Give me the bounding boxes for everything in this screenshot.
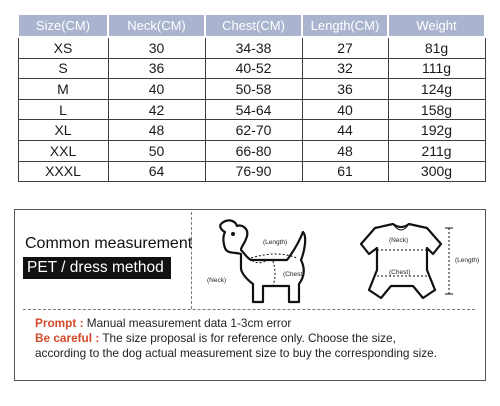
dress-measurement-diagram: [353, 214, 485, 310]
table-row: [18, 37, 485, 58]
dress-chest-label: (Chest): [389, 269, 411, 276]
header-chest: Chest(CM): [205, 14, 302, 37]
cell-neck: 48: [108, 120, 205, 141]
cell-size: XS: [18, 37, 108, 58]
header-weight: Weight: [388, 14, 485, 37]
table-row: [18, 120, 485, 141]
cell-neck: 40: [108, 79, 205, 100]
dress-neck-label: (Neck): [389, 237, 409, 244]
prompt-text: Manual measurement data 1-3cm error: [86, 316, 292, 330]
table-row: [18, 58, 485, 79]
cell-weight: 111g: [388, 58, 485, 79]
careful-label: Be careful :: [35, 331, 100, 345]
cell-chest: 40-52: [205, 58, 302, 79]
cell-length: 48: [302, 140, 388, 161]
cell-weight: 300g: [388, 161, 485, 182]
cell-neck: 30: [108, 37, 205, 58]
cell-length: 40: [302, 99, 388, 120]
size-chart-table: [17, 13, 486, 182]
table-row: [18, 140, 485, 161]
cell-neck: 42: [108, 99, 205, 120]
careful-note: [35, 331, 437, 346]
measurement-title: Common measurement: [25, 235, 193, 252]
cell-neck: 64: [108, 161, 205, 182]
cell-weight: 81g: [388, 37, 485, 58]
method-badge: PET / dress method: [23, 257, 171, 279]
measurement-panel: [14, 209, 486, 381]
cell-chest: 54-64: [205, 99, 302, 120]
cell-weight: 211g: [388, 140, 485, 161]
table-row: [18, 99, 485, 120]
cell-weight: 158g: [388, 99, 485, 120]
cell-length: 36: [302, 79, 388, 100]
cell-size: XL: [18, 120, 108, 141]
cell-length: 61: [302, 161, 388, 182]
dog-neck-label: (Neck): [207, 277, 227, 284]
cell-chest: 34-38: [205, 37, 302, 58]
table-row: [18, 79, 485, 100]
cell-neck: 36: [108, 58, 205, 79]
cell-chest: 50-58: [205, 79, 302, 100]
cell-weight: 192g: [388, 120, 485, 141]
careful-note-continued: according to the dog actual measurement size to buy the corresponding size.: [35, 346, 437, 360]
cell-size: XXL: [18, 140, 108, 161]
table-row: [18, 161, 485, 182]
cell-weight: 124g: [388, 79, 485, 100]
cell-length: 27: [302, 37, 388, 58]
cell-chest: 66-80: [205, 140, 302, 161]
cell-size: L: [18, 99, 108, 120]
cell-size: M: [18, 79, 108, 100]
dress-length-label: (Length): [455, 257, 480, 264]
notes-section: [35, 316, 437, 361]
panel-divider-vertical: [191, 212, 192, 309]
dog-length-label: (Length): [263, 239, 288, 246]
header-length: Length(CM): [302, 14, 388, 37]
cell-size: S: [18, 58, 108, 79]
cell-size: XXXL: [18, 161, 108, 182]
dog-eye-icon: [231, 232, 235, 236]
table-header-row: [18, 14, 485, 37]
header-neck: Neck(CM): [108, 14, 205, 37]
cell-neck: 50: [108, 140, 205, 161]
dog-chest-label: (Chest): [283, 271, 305, 278]
prompt-label: Prompt :: [35, 316, 84, 330]
dress-outline-icon: [361, 224, 441, 298]
prompt-note: [35, 316, 437, 331]
careful-text: The size proposal is for reference only. Choose the size,: [102, 331, 396, 345]
dog-measurement-diagram: [201, 214, 351, 310]
cell-chest: 76-90: [205, 161, 302, 182]
cell-chest: 62-70: [205, 120, 302, 141]
header-size: Size(CM): [18, 14, 108, 37]
cell-length: 44: [302, 120, 388, 141]
cell-length: 32: [302, 58, 388, 79]
